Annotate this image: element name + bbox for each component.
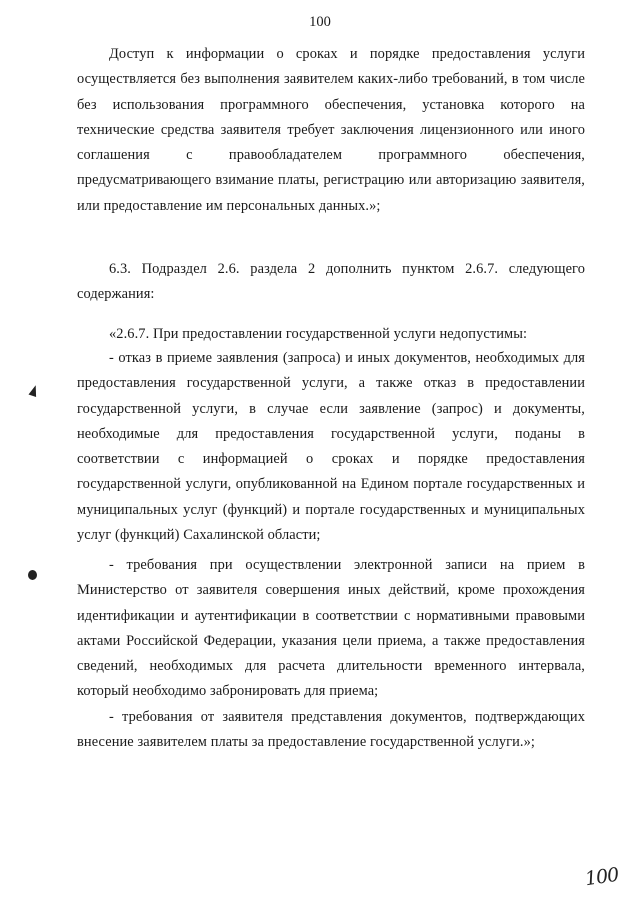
paragraph-payment-documents: - требования от заявителя представления документов, подтверждающих внесение заявителем платы за предоставление государственной услуги.»; [77, 709, 585, 751]
paragraph-2-6-7-heading: «2.6.7. При предоставлении государственной услуги недопустимы: [109, 326, 528, 342]
scan-mark [28, 384, 39, 397]
paragraph-refusal: - отказ в приеме заявления (запроса) и иных документов, необходимых для предоставления государственной услуги, а также отказ в предоставлении государственной услуги, в случае если заявление (запрос) и документы, необходимые для предоставления государственной услуги, поданы в соответствии с информацией о сроках и порядке предоставления государственной услуги, опубликованной на Едином портале государственных и муниципальных услуг (функций) и портале государственных и муниципальных услуг (функций) Сахалинской области; [77, 350, 585, 544]
handwritten-page-number: 100 [583, 863, 620, 891]
paragraph-access-info: Доступ к информации о сроках и порядке предоставления услуги осуществляется без выполнения заявителем каких-либо требований, в том числе без использования программного обеспечения, установка которого на технические средства заявителя требует заключения лицензионного или иного соглашения с правообладателем программного обеспечения, предусматривающего взимание платы, регистрацию или авторизацию заявителя, или предоставление им персональных данных.»; [77, 46, 585, 214]
paragraph-electronic-queue: - требования при осуществлении электронной записи на прием в Министерство от заявителя совершения иных действий, кроме прохождения идентификации и аутентификации в соответствии с нормативными правовыми актами Российской Федерации, указания цели приема, а также предоставления сведений, необходимых для расчета длительности временного интервала, который необходимо забронировать для приема; [77, 557, 585, 700]
page-number: 100 [309, 14, 331, 30]
scan-mark [28, 570, 37, 580]
paragraph-6-3: 6.3. Подраздел 2.6. раздела 2 дополнить пунктом 2.6.7. следующего содержания: [77, 261, 585, 303]
